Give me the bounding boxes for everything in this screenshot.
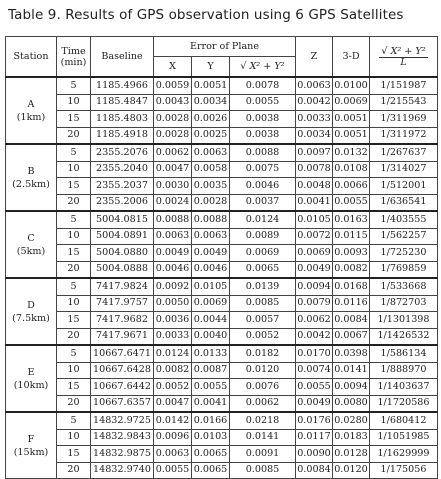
- 3d-cell: 0.0108: [333, 161, 370, 178]
- z-cell: 0.0170: [296, 345, 333, 362]
- station-cell: [6, 144, 57, 211]
- plane-cell: 0.0141: [230, 429, 296, 446]
- y-cell: 0.0063: [192, 144, 230, 161]
- 3d-cell: 0.0163: [333, 211, 370, 228]
- y-cell: 0.0133: [192, 345, 230, 362]
- x-cell: 0.0063: [154, 446, 192, 463]
- station-name: B: [27, 165, 35, 177]
- x-cell: 0.0050: [154, 295, 192, 312]
- plane-cell: 0.0069: [230, 245, 296, 262]
- plane-cell: 0.0076: [230, 379, 296, 396]
- x-cell: 0.0124: [154, 345, 192, 362]
- y-cell: 0.0065: [192, 446, 230, 463]
- ratio-cell: 1/512001: [370, 178, 438, 195]
- gps-results-table: [5, 36, 438, 479]
- y-cell: 0.0058: [192, 161, 230, 178]
- 3d-cell: 0.0082: [333, 261, 370, 278]
- plane-cell: 0.0046: [230, 178, 296, 195]
- z-cell: 0.0033: [296, 111, 333, 128]
- ratio-numerator: √ X² + Y²: [381, 45, 426, 57]
- y-cell: 0.0049: [192, 245, 230, 262]
- time-cell: 15: [57, 245, 91, 262]
- header-3d: 3-D: [333, 37, 370, 78]
- station-cell: [6, 278, 57, 345]
- plane-cell: 0.0218: [230, 412, 296, 429]
- time-cell: 20: [57, 261, 91, 278]
- time-cell: 5: [57, 412, 91, 429]
- table-row: [6, 312, 438, 329]
- station-name: C: [27, 232, 35, 244]
- plane-cell: 0.0037: [230, 194, 296, 211]
- plane-cell: 0.0075: [230, 161, 296, 178]
- ratio-cell: 1/769859: [370, 261, 438, 278]
- y-cell: 0.0044: [192, 312, 230, 329]
- station-distance: (7.5km): [12, 312, 50, 324]
- z-cell: 0.0034: [296, 127, 333, 144]
- baseline-cell: 2355.2037: [91, 178, 154, 195]
- 3d-cell: 0.0084: [333, 312, 370, 329]
- x-cell: 0.0088: [154, 211, 192, 228]
- ratio-fraction: [379, 47, 427, 68]
- time-cell: 15: [57, 379, 91, 396]
- station-distance: (10km): [13, 379, 49, 391]
- time-cell: 15: [57, 446, 91, 463]
- x-cell: 0.0043: [154, 94, 192, 111]
- station-name: F: [27, 433, 35, 445]
- ratio-cell: 1/680412: [370, 412, 438, 429]
- ratio-cell: 1/314027: [370, 161, 438, 178]
- plane-cell: 0.0065: [230, 261, 296, 278]
- z-cell: 0.0117: [296, 429, 333, 446]
- ratio-cell: 1/586134: [370, 345, 438, 362]
- baseline-cell: 2355.2006: [91, 194, 154, 211]
- ratio-cell: 1/1720586: [370, 395, 438, 412]
- baseline-cell: 14832.9843: [91, 429, 154, 446]
- baseline-cell: 2355.2076: [91, 144, 154, 161]
- 3d-cell: 0.0051: [333, 127, 370, 144]
- table-row: [6, 261, 438, 278]
- baseline-cell: 14832.9875: [91, 446, 154, 463]
- z-cell: 0.0072: [296, 228, 333, 245]
- z-cell: 0.0094: [296, 278, 333, 295]
- baseline-cell: 5004.0891: [91, 228, 154, 245]
- baseline-cell: 5004.0880: [91, 245, 154, 262]
- y-cell: 0.0041: [192, 395, 230, 412]
- time-cell: 10: [57, 94, 91, 111]
- header-x: X: [154, 57, 192, 78]
- y-cell: 0.0065: [192, 462, 230, 479]
- baseline-cell: 10667.6471: [91, 345, 154, 362]
- station-distance: (5km): [16, 245, 46, 257]
- time-cell: 10: [57, 362, 91, 379]
- 3d-cell: 0.0066: [333, 178, 370, 195]
- plane-cell: 0.0057: [230, 312, 296, 329]
- z-cell: 0.0090: [296, 446, 333, 463]
- 3d-cell: 0.0280: [333, 412, 370, 429]
- table-row: [6, 245, 438, 262]
- baseline-cell: 10667.6428: [91, 362, 154, 379]
- ratio-cell: 1/311969: [370, 111, 438, 128]
- z-cell: 0.0041: [296, 194, 333, 211]
- plane-cell: 0.0139: [230, 278, 296, 295]
- ratio-cell: 1/636541: [370, 194, 438, 211]
- baseline-cell: 1185.4847: [91, 94, 154, 111]
- table-row: [6, 194, 438, 211]
- y-cell: 0.0069: [192, 295, 230, 312]
- header-y: Y: [192, 57, 230, 78]
- ratio-cell: 1/175056: [370, 462, 438, 479]
- ratio-cell: 1/1051985: [370, 429, 438, 446]
- y-cell: 0.0040: [192, 328, 230, 345]
- ratio-cell: 1/533668: [370, 278, 438, 295]
- x-cell: 0.0049: [154, 245, 192, 262]
- plane-cell: 0.0078: [230, 77, 296, 94]
- baseline-cell: 14832.9740: [91, 462, 154, 479]
- header-error-of-plane: Error of Plane: [154, 37, 296, 57]
- ratio-cell: 1/1629999: [370, 446, 438, 463]
- header-z: Z: [296, 37, 333, 78]
- y-cell: 0.0105: [192, 278, 230, 295]
- ratio-cell: 1/888970: [370, 362, 438, 379]
- table-row: [6, 379, 438, 396]
- time-cell: 10: [57, 228, 91, 245]
- table-row: [6, 328, 438, 345]
- plane-cell: 0.0124: [230, 211, 296, 228]
- baseline-cell: 10667.6357: [91, 395, 154, 412]
- baseline-cell: 7417.9671: [91, 328, 154, 345]
- station-name: A: [27, 98, 35, 110]
- plane-cell: 0.0038: [230, 127, 296, 144]
- station-distance: (2.5km): [12, 178, 50, 190]
- 3d-cell: 0.0168: [333, 278, 370, 295]
- ratio-cell: 1/562257: [370, 228, 438, 245]
- y-cell: 0.0035: [192, 178, 230, 195]
- y-cell: 0.0063: [192, 228, 230, 245]
- x-cell: 0.0030: [154, 178, 192, 195]
- table-row: [6, 127, 438, 144]
- x-cell: 0.0092: [154, 278, 192, 295]
- time-cell: 20: [57, 194, 91, 211]
- x-cell: 0.0062: [154, 144, 192, 161]
- ratio-cell: 1/311972: [370, 127, 438, 144]
- header-ratio: [370, 37, 438, 78]
- y-cell: 0.0034: [192, 94, 230, 111]
- 3d-cell: 0.0093: [333, 245, 370, 262]
- z-cell: 0.0049: [296, 395, 333, 412]
- baseline-cell: 1185.4966: [91, 77, 154, 94]
- baseline-cell: 7417.9824: [91, 278, 154, 295]
- z-cell: 0.0079: [296, 295, 333, 312]
- z-cell: 0.0048: [296, 178, 333, 195]
- time-cell: 5: [57, 278, 91, 295]
- plane-cell: 0.0062: [230, 395, 296, 412]
- header-plane: √ X² + Y²: [230, 57, 296, 78]
- time-cell: 15: [57, 312, 91, 329]
- station-name: D: [27, 299, 35, 311]
- plane-cell: 0.0182: [230, 345, 296, 362]
- y-cell: 0.0166: [192, 412, 230, 429]
- plane-cell: 0.0089: [230, 228, 296, 245]
- baseline-cell: 5004.0888: [91, 261, 154, 278]
- x-cell: 0.0096: [154, 429, 192, 446]
- table-body: [6, 77, 438, 479]
- time-cell: 20: [57, 328, 91, 345]
- 3d-cell: 0.0128: [333, 446, 370, 463]
- y-cell: 0.0051: [192, 77, 230, 94]
- z-cell: 0.0069: [296, 245, 333, 262]
- y-cell: 0.0026: [192, 111, 230, 128]
- y-cell: 0.0055: [192, 379, 230, 396]
- time-cell: 10: [57, 161, 91, 178]
- z-cell: 0.0042: [296, 94, 333, 111]
- header-baseline: Baseline: [91, 37, 154, 78]
- y-cell: 0.0046: [192, 261, 230, 278]
- y-cell: 0.0025: [192, 127, 230, 144]
- table-row: [6, 446, 438, 463]
- x-cell: 0.0142: [154, 412, 192, 429]
- table-row: [6, 111, 438, 128]
- z-cell: 0.0063: [296, 77, 333, 94]
- 3d-cell: 0.0094: [333, 379, 370, 396]
- 3d-cell: 0.0100: [333, 77, 370, 94]
- time-cell: 5: [57, 144, 91, 161]
- z-cell: 0.0078: [296, 161, 333, 178]
- 3d-cell: 0.0116: [333, 295, 370, 312]
- 3d-cell: 0.0055: [333, 194, 370, 211]
- plane-cell: 0.0085: [230, 462, 296, 479]
- x-cell: 0.0024: [154, 194, 192, 211]
- 3d-cell: 0.0069: [333, 94, 370, 111]
- ratio-cell: 1/1301398: [370, 312, 438, 329]
- y-cell: 0.0088: [192, 211, 230, 228]
- x-cell: 0.0046: [154, 261, 192, 278]
- header-station: Station: [6, 37, 57, 78]
- table-row: [6, 345, 438, 362]
- y-cell: 0.0028: [192, 194, 230, 211]
- 3d-cell: 0.0120: [333, 462, 370, 479]
- baseline-cell: 5004.0815: [91, 211, 154, 228]
- z-cell: 0.0062: [296, 312, 333, 329]
- ratio-cell: 1/403555: [370, 211, 438, 228]
- station-cell: [6, 345, 57, 412]
- station-cell: [6, 77, 57, 144]
- table-row: [6, 278, 438, 295]
- ratio-cell: 1/267637: [370, 144, 438, 161]
- table-caption: Table 9. Results of GPS observation using 6 GPS Satellites: [8, 7, 404, 23]
- x-cell: 0.0028: [154, 111, 192, 128]
- time-cell: 5: [57, 211, 91, 228]
- ratio-denominator: L: [400, 56, 407, 68]
- plane-cell: 0.0055: [230, 94, 296, 111]
- 3d-cell: 0.0132: [333, 144, 370, 161]
- z-cell: 0.0105: [296, 211, 333, 228]
- baseline-cell: 1185.4918: [91, 127, 154, 144]
- plane-cell: 0.0038: [230, 111, 296, 128]
- 3d-cell: 0.0398: [333, 345, 370, 362]
- baseline-cell: 10667.6442: [91, 379, 154, 396]
- x-cell: 0.0047: [154, 395, 192, 412]
- station-distance: (1km): [16, 111, 46, 123]
- table-row: [6, 429, 438, 446]
- time-cell: 10: [57, 429, 91, 446]
- header-time-label: Time: [61, 45, 86, 57]
- 3d-cell: 0.0141: [333, 362, 370, 379]
- plane-cell: 0.0091: [230, 446, 296, 463]
- x-cell: 0.0028: [154, 127, 192, 144]
- y-cell: 0.0087: [192, 362, 230, 379]
- z-cell: 0.0049: [296, 261, 333, 278]
- x-cell: 0.0047: [154, 161, 192, 178]
- z-cell: 0.0042: [296, 328, 333, 345]
- table-row: [6, 94, 438, 111]
- table-row: [6, 462, 438, 479]
- table-row: [6, 77, 438, 94]
- plane-cell: 0.0088: [230, 144, 296, 161]
- plane-cell: 0.0120: [230, 362, 296, 379]
- x-cell: 0.0052: [154, 379, 192, 396]
- ratio-cell: 1/215543: [370, 94, 438, 111]
- x-cell: 0.0036: [154, 312, 192, 329]
- time-cell: 15: [57, 111, 91, 128]
- y-cell: 0.0103: [192, 429, 230, 446]
- time-cell: 20: [57, 462, 91, 479]
- x-cell: 0.0059: [154, 77, 192, 94]
- table-row: [6, 161, 438, 178]
- table-row: [6, 178, 438, 195]
- header-time: [57, 37, 91, 78]
- x-cell: 0.0063: [154, 228, 192, 245]
- baseline-cell: 7417.9682: [91, 312, 154, 329]
- header-time-unit: (min): [60, 56, 87, 68]
- baseline-cell: 1185.4803: [91, 111, 154, 128]
- z-cell: 0.0084: [296, 462, 333, 479]
- table-row: [6, 395, 438, 412]
- time-cell: 10: [57, 295, 91, 312]
- baseline-cell: 2355.2040: [91, 161, 154, 178]
- ratio-cell: 1/1403637: [370, 379, 438, 396]
- time-cell: 5: [57, 77, 91, 94]
- z-cell: 0.0097: [296, 144, 333, 161]
- time-cell: 15: [57, 178, 91, 195]
- ratio-cell: 1/725230: [370, 245, 438, 262]
- z-cell: 0.0176: [296, 412, 333, 429]
- time-cell: 20: [57, 395, 91, 412]
- plane-cell: 0.0052: [230, 328, 296, 345]
- z-cell: 0.0074: [296, 362, 333, 379]
- table-row: [6, 144, 438, 161]
- station-name: E: [27, 366, 35, 378]
- table-row: [6, 295, 438, 312]
- 3d-cell: 0.0183: [333, 429, 370, 446]
- z-cell: 0.0055: [296, 379, 333, 396]
- x-cell: 0.0055: [154, 462, 192, 479]
- ratio-cell: 1/1426532: [370, 328, 438, 345]
- table-row: [6, 211, 438, 228]
- time-cell: 20: [57, 127, 91, 144]
- table-row: [6, 362, 438, 379]
- station-cell: [6, 412, 57, 479]
- plane-cell: 0.0085: [230, 295, 296, 312]
- 3d-cell: 0.0067: [333, 328, 370, 345]
- x-cell: 0.0033: [154, 328, 192, 345]
- baseline-cell: 7417.9757: [91, 295, 154, 312]
- x-cell: 0.0082: [154, 362, 192, 379]
- baseline-cell: 14832.9725: [91, 412, 154, 429]
- 3d-cell: 0.0080: [333, 395, 370, 412]
- time-cell: 5: [57, 345, 91, 362]
- station-cell: [6, 211, 57, 278]
- ratio-cell: 1/872703: [370, 295, 438, 312]
- table-row: [6, 412, 438, 429]
- table-row: [6, 228, 438, 245]
- station-distance: (15km): [13, 446, 49, 458]
- 3d-cell: 0.0051: [333, 111, 370, 128]
- ratio-cell: 1/151987: [370, 77, 438, 94]
- table-header: [6, 37, 438, 78]
- 3d-cell: 0.0115: [333, 228, 370, 245]
